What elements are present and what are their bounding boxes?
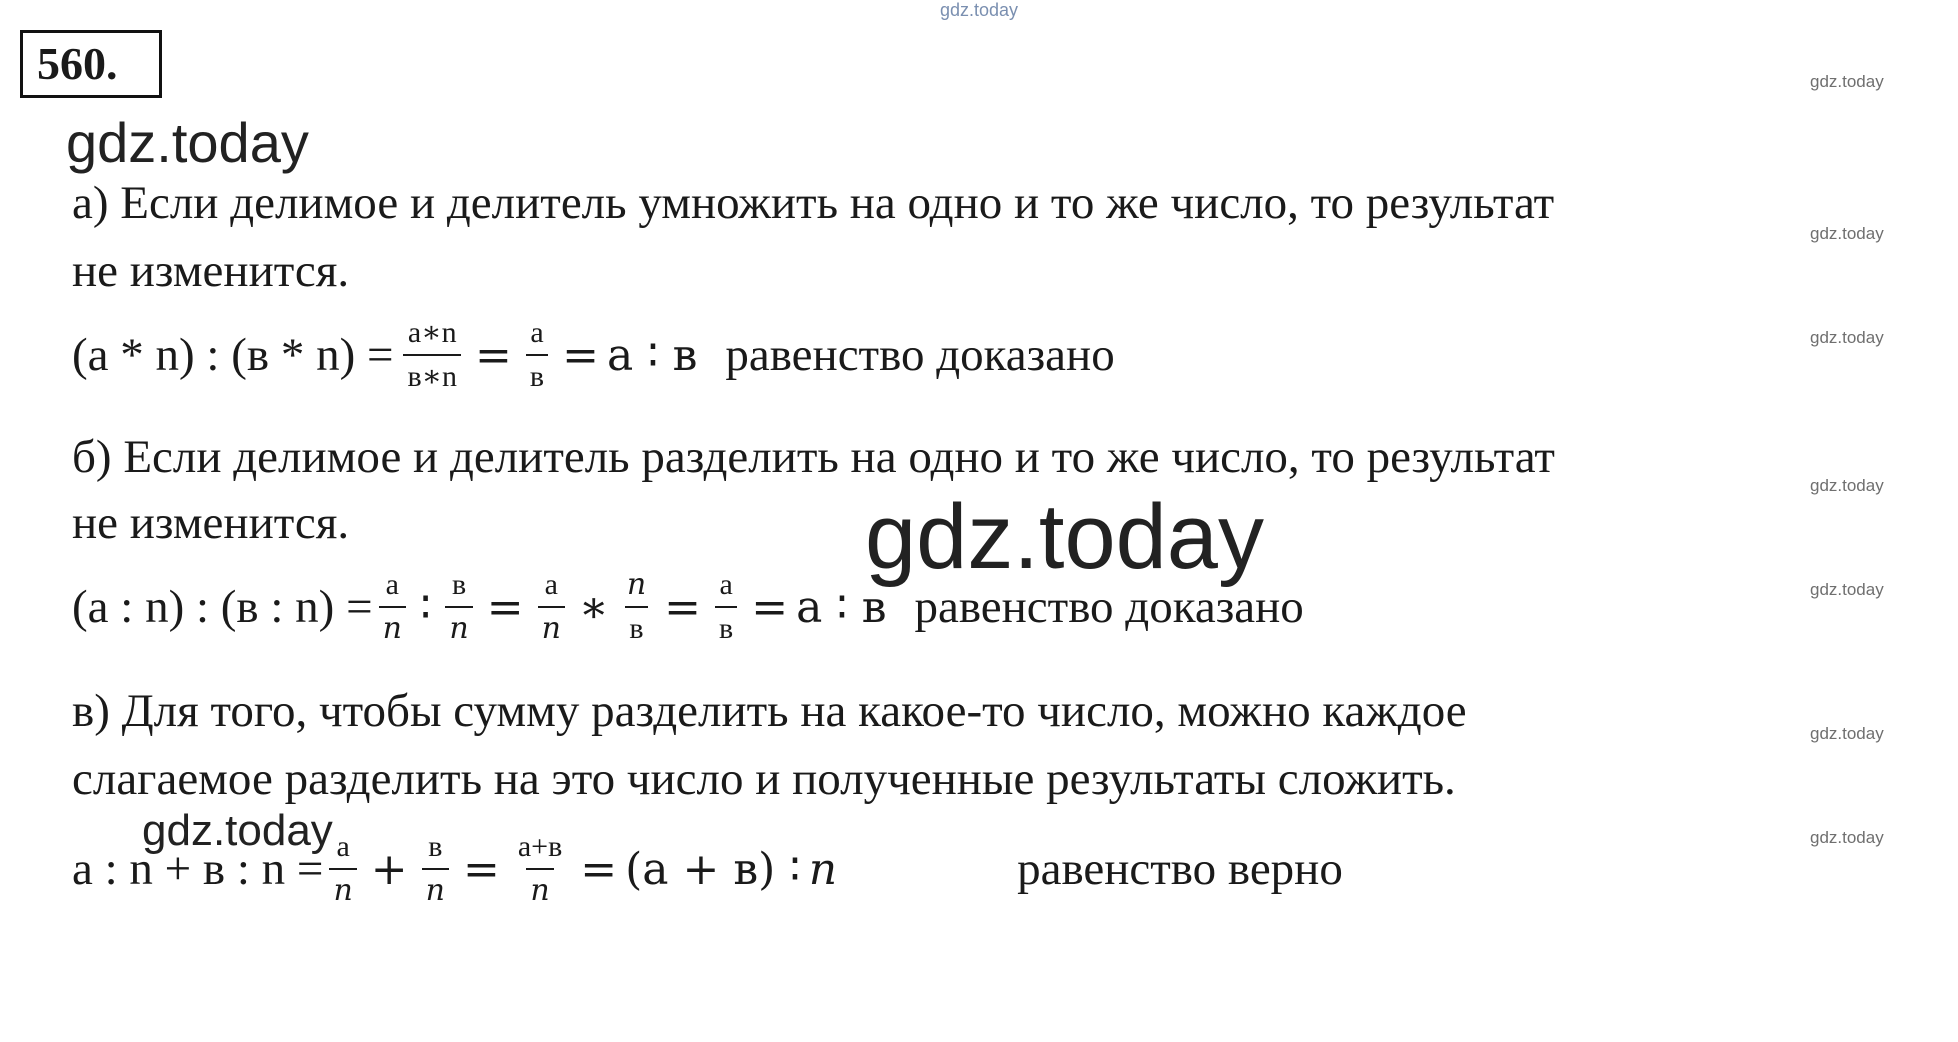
fraction xyxy=(623,567,650,645)
equals-sign: = xyxy=(486,581,524,633)
part-c-text-line2: слагаемое разделить на это число и полученные результаты сложить. xyxy=(72,753,1456,805)
eq-conclusion: равенство верно xyxy=(1017,843,1343,895)
fraction-numerator: а xyxy=(336,830,350,863)
equals-sign: = xyxy=(751,581,789,633)
equals-sign: = xyxy=(562,329,599,381)
eq-conclusion: равенство доказано xyxy=(725,329,1115,381)
eq-lhs: (а * n) : (в * n) = xyxy=(72,329,394,381)
eq-lhs: а : n + в : n = xyxy=(72,843,324,895)
part-c-text-line1: в) Для того, чтобы сумму разделить на какое-то число, можно каждое xyxy=(72,685,1467,737)
part-a-text-line2: не изменится. xyxy=(72,245,350,297)
part-c-equation xyxy=(72,832,1343,906)
fraction-numerator: в xyxy=(428,830,443,863)
watermark-center-large: gdz.today xyxy=(865,486,1264,588)
plus-sign: + xyxy=(370,843,408,895)
fraction-denominator: в∗n xyxy=(403,354,461,392)
fraction-denominator: n xyxy=(526,868,553,906)
fraction-denominator: n xyxy=(379,606,406,644)
multiply-sign: ∗ xyxy=(578,581,609,633)
fraction-numerator: а∗n xyxy=(407,316,457,349)
fraction-numerator: в xyxy=(451,568,467,601)
fraction-denominator: n xyxy=(445,606,472,644)
fraction xyxy=(526,318,548,392)
fraction xyxy=(715,570,737,644)
watermark-right-1: gdz.today xyxy=(1810,72,1884,91)
watermark-right-5: gdz.today xyxy=(1810,580,1884,599)
fraction-numerator: n xyxy=(626,567,647,602)
watermark-right-2: gdz.today xyxy=(1810,224,1884,243)
part-a-equation xyxy=(72,318,1115,392)
watermark-upper-left: gdz.today xyxy=(66,111,309,174)
fraction xyxy=(403,318,461,392)
fraction-denominator: в xyxy=(715,606,737,644)
fraction-numerator: а+в xyxy=(517,830,563,863)
part-a-text-line1: а) Если делимое и делитель умножить на одно и то же число, то результат xyxy=(72,177,1555,229)
eq-result-variable: n xyxy=(808,843,838,895)
part-b-text-line2: не изменится. xyxy=(72,497,350,549)
equals-sign: = xyxy=(580,843,618,895)
fraction-denominator: n xyxy=(538,606,565,644)
equals-sign: = xyxy=(462,843,500,895)
equals-sign: = xyxy=(664,581,702,633)
watermark-right-7: gdz.today xyxy=(1810,828,1884,847)
part-b-equation xyxy=(72,567,1304,646)
eq-lhs: (а : n) : (в : n) = xyxy=(72,581,373,633)
fraction xyxy=(379,570,406,644)
fraction-numerator: а xyxy=(385,568,399,601)
fraction-numerator: а xyxy=(530,316,544,349)
watermark-lower-left: gdz.today xyxy=(142,806,333,855)
eq-result: (а + в) ∶ xyxy=(625,843,801,895)
fraction-denominator: в xyxy=(625,606,647,644)
fraction-denominator: n xyxy=(422,868,449,906)
fraction xyxy=(514,832,566,906)
eq-conclusion: равенство доказано xyxy=(914,581,1304,633)
equals-sign: = xyxy=(475,329,512,381)
eq-result: а ∶ в xyxy=(606,329,698,381)
fraction-numerator: а xyxy=(544,568,558,601)
fraction xyxy=(422,832,449,906)
fraction-denominator: в xyxy=(526,354,548,392)
watermark-top: gdz.today xyxy=(940,0,1019,20)
colon-sign: ∶ xyxy=(419,581,432,633)
fraction-numerator: а xyxy=(719,568,733,601)
fraction-denominator: n xyxy=(329,868,356,906)
eq-result: а ∶ в xyxy=(796,581,887,633)
part-b-text-line1: б) Если делимое и делитель разделить на одно и то же число, то результат xyxy=(72,431,1555,483)
watermark-right-6: gdz.today xyxy=(1810,724,1884,743)
watermark-right-4: gdz.today xyxy=(1810,476,1884,495)
fraction xyxy=(329,832,356,906)
problem-number: 560. xyxy=(20,30,162,98)
fraction xyxy=(538,570,565,644)
watermark-right-3: gdz.today xyxy=(1810,328,1884,347)
fraction xyxy=(445,570,472,644)
